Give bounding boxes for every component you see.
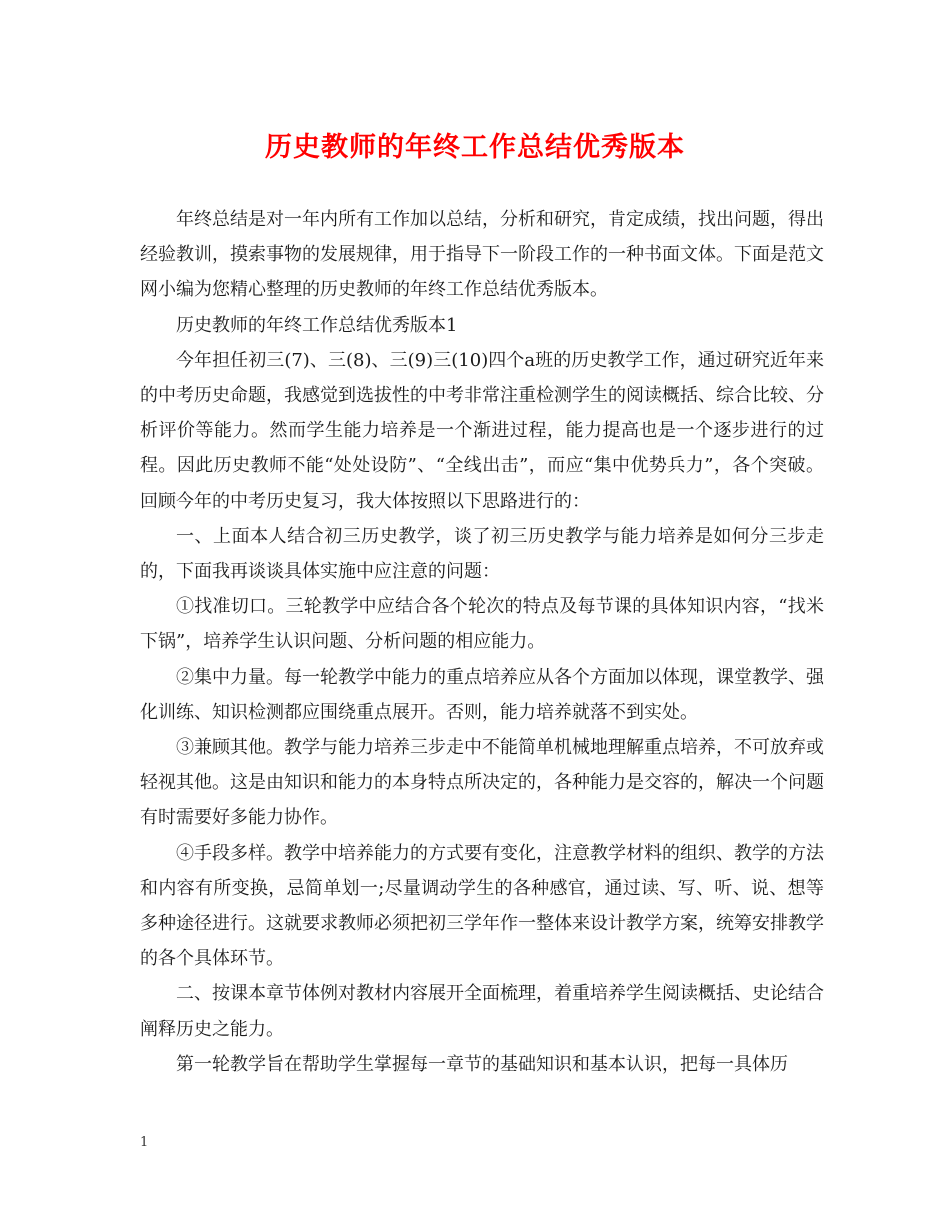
list-item: ①找准切口。三轮教学中应结合各个轮次的特点及每节课的具体知识内容，“找米下锅”，培养学生认识问题、分析问题的相应能力。 [140,596,824,653]
list-item: ③兼顾其他。教学与能力培养三步走中不能简单机械地理解重点培养，不可放弃或轻视其他。这是由知识和能力的本身特点所决定的，各种能力是交容的，解决一个问题有时需要好多能力协作。 [140,737,824,829]
document-title: 历史教师的年终工作总结优秀版本 [265,132,685,163]
document-body [140,202,824,1082]
list-item: ②集中力量。每一轮教学中能力的重点培养应从各个方面加以体现，课堂教学、强化训练、知识检测都应围绕重点展开。否则，能力培养就落不到实处。 [140,666,824,723]
body-paragraph: 第一轮教学旨在帮助学生掌握每一章节的基础知识和基本认识，把每一具体历 [176,1053,788,1075]
body-paragraph: 今年担任初三(7)、三(8)、三(9)三(10)四个a班的历史教学工作，通过研究近年来的中考历史命题，我感觉到选拔性的中考非常注重检测学生的阅读概括、综合比较、分析评价等能力。然而学生能力培养是一个渐进过程，能力提高也是一个逐步进行的过程。因此历史教师不能“处处设防”、“全线出击”，而应“集中优势兵力”，各个突破。回顾今年的中考历史复习，我大体按照以下思路进行的： [140,349,824,512]
body-paragraph: 一、上面本人结合初三历史教学，谈了初三历史教学与能力培养是如何分三步走的，下面我再谈谈具体实施中应注意的问题： [140,525,824,583]
page-number: 1 [140,1135,149,1150]
intro-paragraph: 年终总结是对一年内所有工作加以总结，分析和研究，肯定成绩，找出问题，得出经验教训，摸索事物的发展规律，用于指导下一阶段工作的一种书面文体。下面是范文网小编为您精心整理的历史教师的年终工作总结优秀版本。 [140,209,824,301]
section-heading: 历史教师的年终工作总结优秀版本1 [176,314,458,336]
list-item: ④手段多样。教学中培养能力的方式要有变化，注意教学材料的组织、教学的方法和内容有所变换，忌简单划一;尽量调动学生的各种感官，通过读、写、听、说、想等多种途径进行。这就要求教师必须把初三学年作一整体来设计教学方案，统筹安排教学的各个具体环节。 [140,842,824,970]
body-paragraph: 二、按课本章节体例对教材内容展开全面梳理，着重培养学生阅读概括、史论结合阐释历史之能力。 [140,983,824,1040]
